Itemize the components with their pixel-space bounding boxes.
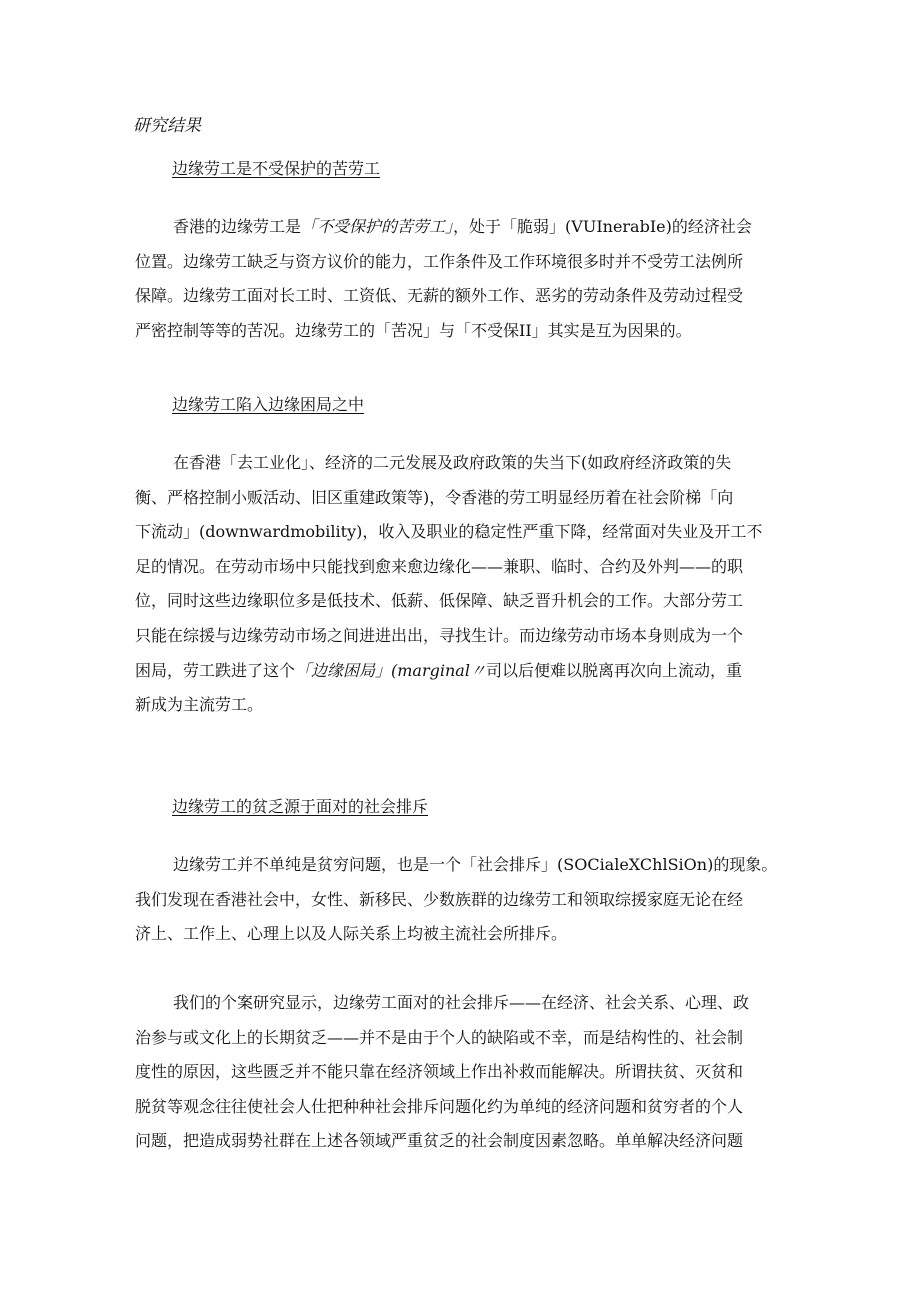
- paragraph-line: 困局，劳工跌进了这个「边缘困局」(marginal〃司以后便难以脱离再次向上流动，重: [135, 660, 742, 680]
- heading-unprotected-labour: 边缘劳工是不受保护的苦劳工: [172, 159, 381, 178]
- paragraph-line: 治参与或文化上的长期贫乏——并不是由于个人的缺陷或不幸，而是结构性的、社会制: [135, 1027, 744, 1047]
- section-title: 研究结果: [133, 116, 201, 136]
- paragraph-line: 问题，把造成弱势社群在上述各领域严重贫乏的社会制度因素忽略。单单解决经济问题: [135, 1131, 744, 1151]
- paragraph-line: 足的情况。在劳动市场中只能找到愈来愈边缘化——兼职、临时、合约及外判——的职: [135, 556, 744, 576]
- emphasis-text: 「不受保护的苦劳工」: [301, 217, 454, 236]
- heading-social-exclusion: 边缘劳工的贫乏源于面对的社会排斥: [172, 797, 429, 816]
- paragraph-line: 香港的边缘劳工是「不受保护的苦劳工」，处于「脆弱」(VUInerabIe)的经济社会: [173, 217, 752, 236]
- paragraph-case-study: [135, 986, 787, 1159]
- paragraph-line: 位置。边缘劳工缺乏与资方议价的能力，工作条件及工作环境很多时并不受劳工法例所: [135, 251, 744, 271]
- paragraph-line: 下流动」(downwardmobility)，收入及职业的稳定性严重下降，经常面对失业及开工不: [135, 522, 763, 542]
- emphasis-text: 「边缘困局」(marginal〃: [295, 660, 486, 680]
- paragraph-line: 严密控制等等的苦况。边缘劳工的「苦况」与「不受保II」其实是互为因果的。: [135, 320, 692, 340]
- paragraph-line: 位，同时这些边缘职位多是低技术、低薪、低保障、缺乏晋升机会的工作。大部分劳工: [135, 591, 744, 611]
- heading-marginal-trap: 边缘劳工陷入边缘困局之中: [172, 395, 365, 414]
- paragraph-line: 我们发现在香港社会中，女性、新移民、少数族群的边缘劳工和领取综援家庭无论在经: [135, 889, 744, 909]
- paragraph-line: 在香港「去工业化」、经济的二元发展及政府政策的失当下(如政府经济政策的失: [173, 453, 732, 472]
- paragraph-line: 只能在综援与边缘劳动市场之间进进出出，寻找生计。而边缘劳动市场本身则成为一个: [135, 625, 744, 645]
- paragraph-line: 边缘劳工并不单纯是贫穷问题，也是一个「社会排斥」(SOCialeXChlSiOn)的现象。: [173, 855, 778, 874]
- paragraph-line: 度性的原因，这些匮乏并不能只靠在经济领域上作出补救而能解决。所谓扶贫、灭贫和: [135, 1062, 744, 1082]
- paragraph-social-exclusion: [135, 848, 787, 952]
- paragraph-marginal-trap: [135, 446, 787, 723]
- paragraph-line: 新成为主流劳工。: [135, 695, 264, 715]
- paragraph-unprotected-labour: [135, 210, 787, 348]
- paragraph-line: 我们的个案研究显示，边缘劳工面对的社会排斥——在经济、社会关系、心理、政: [173, 993, 750, 1012]
- paragraph-line: 保障。边缘劳工面对长工时、工资低、无薪的额外工作、恶劣的劳动条件及劳动过程受: [135, 286, 744, 306]
- paragraph-line: 脱贫等观念往往使社会人仕把种种社会排斥问题化约为单纯的经济问题和贫穷者的个人: [135, 1096, 744, 1116]
- paragraph-line: 济上、工作上、心理上以及人际关系上均被主流社会所排斥。: [135, 924, 568, 944]
- paragraph-line: 衡、严格控制小贩活动、旧区重建政策等)，令香港的劳工明显经历着在社会阶梯「向: [135, 487, 734, 507]
